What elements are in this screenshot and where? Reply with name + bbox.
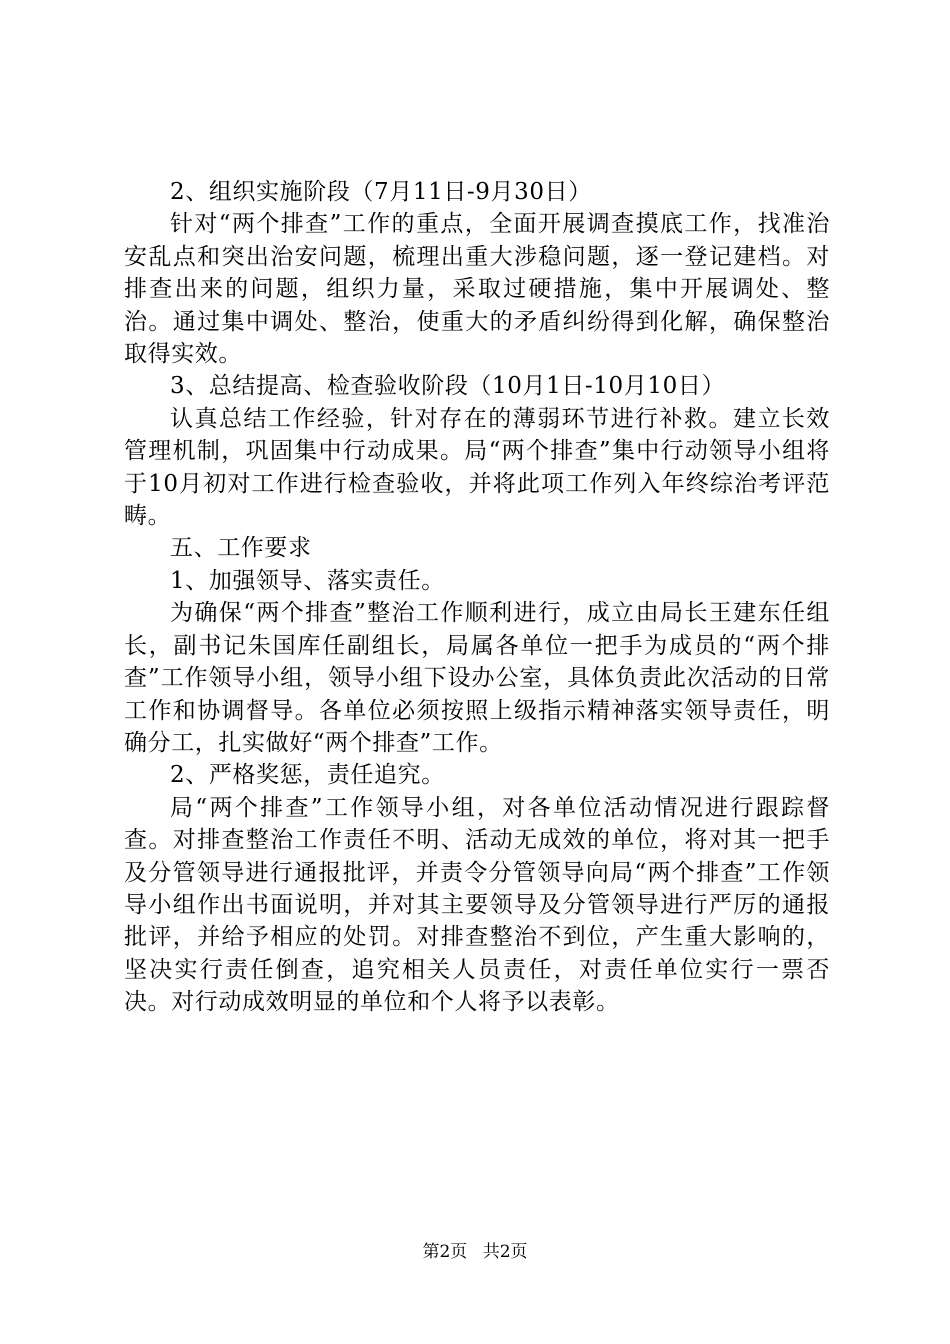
subheading-accountability: 2、严格奖惩，责任追究。 — [170, 762, 445, 789]
page-footer — [0, 1240, 950, 1264]
page-number: 第2页 — [422, 1242, 468, 1262]
paragraph-implementation: 针对“两个排查”工作的重点，全面开展调查摸底工作，找准治安乱点和突出治安问题，梳理出重大涉稳问题，逐一登记建档。对排查出来的问题，组织力量，采取过硬措施，集中开展调处、整治。通过集中调处、整治，使重大的矛盾纠纷得到化解，确保整治取得实效。 — [124, 211, 830, 368]
section-heading-requirements: 五、工作要求 — [170, 535, 312, 562]
section-heading-implementation: 2、组织实施阶段（7月11日-9月30日） — [170, 179, 592, 205]
paragraph-accountability: 局“两个排查”工作领导小组，对各单位活动情况进行跟踪督查。对排查整治工作责任不明、活动无成效的单位，将对其一把手及分管领导进行通报批评，并责令分管领导向局“两个排查”工作领导小组作出书面说明，并对其主要领导及分管领导进行严厉的通报批评，并给予相应的处罚。对排查整治不到位，产生重大影响的，坚决实行责任倒查，追究相关人员责任，对责任单位实行一票否决。对行动成效明显的单位和个人将予以表彰。 — [124, 794, 830, 1016]
subheading-leadership: 1、加强领导、落实责任。 — [170, 567, 445, 594]
document-body — [124, 176, 830, 1019]
section-heading-summary: 3、总结提高、检查验收阶段（10月1日-10月10日） — [170, 373, 726, 400]
paragraph-leadership: 为确保“两个排查”整治工作顺利进行，成立由局长王建东任组长，副书记朱国库任副组长，局属各单位一把手为成员的“两个排查”工作领导小组，领导小组下设办公室，具体负责此次活动的日常工作和协调督导。各单位必须按照上级指示精神落实领导责任，明确分工，扎实做好“两个排查”工作。 — [124, 600, 830, 756]
paragraph-summary: 认真总结工作经验，针对存在的薄弱环节进行补救。建立长效管理机制，巩固集中行动成果。局“两个排查”集中行动领导小组将于10月初对工作进行检查验收，并将此项工作列入年终综治考评范畴。 — [124, 405, 830, 530]
page-total: 共2页 — [482, 1242, 528, 1262]
